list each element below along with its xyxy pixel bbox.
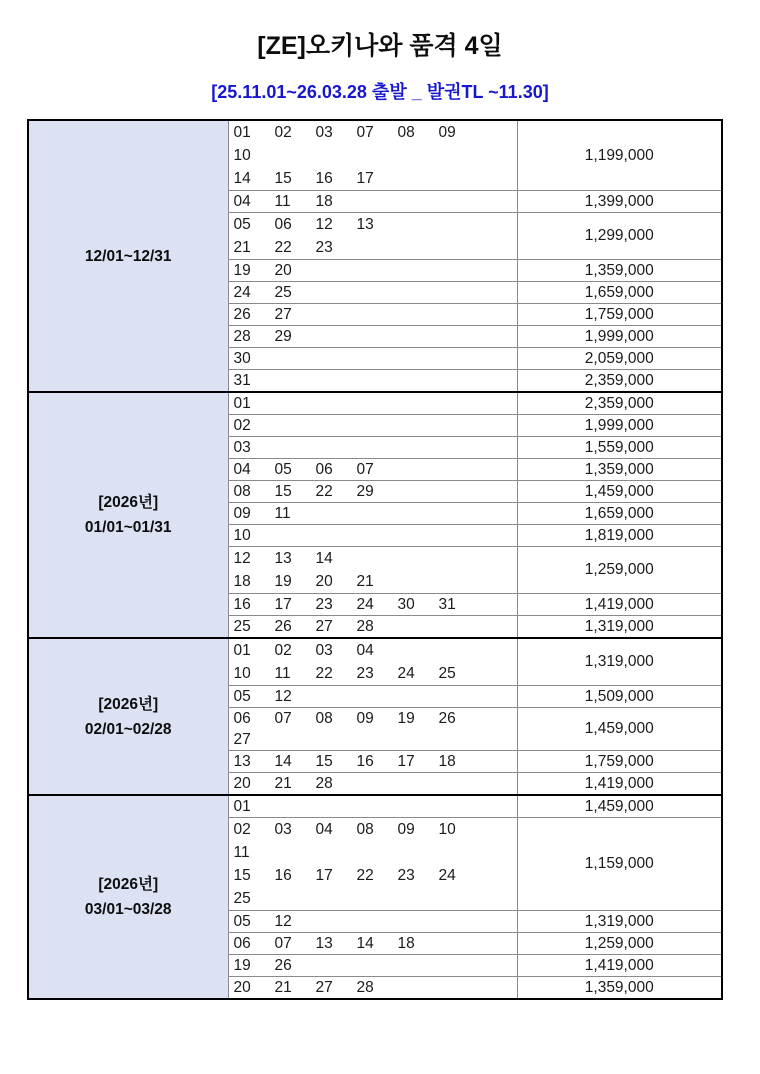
day-line (234, 616, 517, 637)
day-line (234, 570, 517, 593)
day-line (234, 686, 517, 707)
month-range-label (28, 638, 228, 795)
day-line (234, 191, 517, 212)
day-number: 29 (356, 483, 374, 500)
day-number: 07 (274, 710, 292, 727)
price-cell: 2,059,000 (517, 348, 722, 370)
price-cell: 1,759,000 (517, 751, 722, 773)
day-line (234, 236, 517, 259)
day-number: 05 (274, 461, 292, 478)
price-cell: 1,459,000 (517, 795, 722, 818)
departure-days-cell (228, 304, 517, 326)
day-number: 09 (233, 505, 251, 522)
departure-days-cell (228, 977, 517, 1000)
day-number: 21 (233, 239, 251, 256)
day-number: 15 (233, 867, 251, 884)
day-number: 02 (233, 417, 251, 434)
day-number: 26 (438, 710, 456, 727)
price-cell: 1,359,000 (517, 260, 722, 282)
day-number: 27 (233, 731, 251, 748)
price-cell: 1,359,000 (517, 977, 722, 1000)
price-cell: 2,359,000 (517, 370, 722, 393)
month-range-label (28, 392, 228, 638)
price-cell: 1,999,000 (517, 326, 722, 348)
day-number: 12 (233, 550, 251, 567)
day-number: 17 (356, 170, 374, 187)
day-number: 05 (233, 688, 251, 705)
day-number: 29 (274, 328, 292, 345)
table-row (28, 120, 722, 191)
day-number: 27 (274, 306, 292, 323)
day-number: 19 (233, 957, 251, 974)
day-number: 02 (274, 642, 292, 659)
day-number: 14 (274, 753, 292, 770)
day-number: 04 (233, 461, 251, 478)
day-number: 24 (438, 867, 456, 884)
day-number: 16 (233, 596, 251, 613)
departure-days-cell (228, 818, 517, 911)
day-number: 19 (397, 710, 415, 727)
day-line (234, 260, 517, 281)
day-number: 06 (315, 461, 333, 478)
price-cell: 1,399,000 (517, 191, 722, 213)
price-cell: 1,659,000 (517, 503, 722, 525)
day-number: 11 (233, 844, 250, 861)
day-number: 06 (274, 216, 292, 233)
price-cell: 1,319,000 (517, 638, 722, 686)
departure-days-cell (228, 326, 517, 348)
day-number: 20 (315, 573, 333, 590)
day-number: 10 (233, 147, 251, 164)
departure-days-cell (228, 437, 517, 459)
day-line (234, 864, 517, 910)
day-line (234, 459, 517, 480)
day-line (234, 818, 517, 864)
day-number: 25 (233, 618, 251, 635)
day-number: 08 (315, 710, 333, 727)
departure-days-cell (228, 191, 517, 213)
day-number: 16 (315, 170, 333, 187)
day-number: 22 (315, 483, 333, 500)
day-number: 23 (356, 665, 374, 682)
price-cell: 1,819,000 (517, 525, 722, 547)
day-number: 12 (274, 913, 292, 930)
day-number: 23 (315, 239, 333, 256)
day-number: 01 (233, 798, 251, 815)
month-range-label-line: 12/01~12/31 (84, 247, 172, 265)
day-line (234, 911, 517, 932)
day-number: 19 (233, 262, 251, 279)
day-number: 14 (315, 550, 333, 567)
day-line (234, 751, 517, 772)
day-number: 10 (233, 665, 251, 682)
price-cell: 2,359,000 (517, 392, 722, 415)
day-number: 04 (356, 642, 374, 659)
day-line (234, 503, 517, 524)
day-line (234, 348, 517, 369)
day-number: 16 (356, 753, 374, 770)
price-cell: 1,259,000 (517, 933, 722, 955)
day-line (234, 282, 517, 303)
departure-days-cell (228, 955, 517, 977)
day-number: 17 (274, 596, 292, 613)
day-line (234, 525, 517, 546)
departure-days-cell (228, 933, 517, 955)
day-number: 13 (315, 935, 333, 952)
day-line (234, 481, 517, 502)
day-number: 03 (315, 642, 333, 659)
day-number: 01 (233, 642, 251, 659)
day-line (234, 796, 517, 817)
day-number: 24 (233, 284, 251, 301)
price-cell: 1,419,000 (517, 594, 722, 616)
day-number: 05 (233, 913, 251, 930)
day-number: 13 (274, 550, 292, 567)
day-line (234, 415, 517, 436)
departure-days-cell (228, 795, 517, 818)
departure-days-cell (228, 708, 517, 751)
price-cell: 1,359,000 (517, 459, 722, 481)
day-number: 02 (233, 821, 251, 838)
day-number: 18 (397, 935, 415, 952)
day-line (234, 121, 517, 167)
day-line (234, 167, 517, 190)
day-number: 28 (315, 775, 333, 792)
day-number: 27 (315, 979, 333, 996)
day-number: 04 (315, 821, 333, 838)
departure-days-cell (228, 503, 517, 525)
price-cell: 1,299,000 (517, 213, 722, 260)
price-cell: 1,319,000 (517, 616, 722, 639)
day-number: 28 (356, 979, 374, 996)
departure-days-cell (228, 481, 517, 503)
departure-period-subtitle: [25.11.01~26.03.28 출발 _ 발권TL ~11.30] (211, 82, 549, 102)
day-number: 07 (356, 124, 374, 141)
day-line (234, 594, 517, 615)
day-number: 12 (274, 688, 292, 705)
price-cell: 1,999,000 (517, 415, 722, 437)
day-number: 03 (233, 439, 251, 456)
month-range-label-line: 03/01~03/28 (84, 901, 172, 918)
day-number: 14 (356, 935, 374, 952)
day-number: 13 (233, 753, 251, 770)
day-number: 26 (274, 618, 292, 635)
month-range-label-line: [2026년] (98, 695, 159, 713)
departure-days-cell (228, 594, 517, 616)
month-range-label-line: [2026년] (98, 494, 159, 511)
day-number: 03 (315, 124, 333, 141)
day-number: 30 (397, 596, 415, 613)
departure-days-cell (228, 260, 517, 282)
day-number: 28 (233, 328, 251, 345)
departure-days-cell (228, 911, 517, 933)
departure-days-cell (228, 348, 517, 370)
day-number: 08 (397, 124, 415, 141)
day-line (234, 326, 517, 347)
departure-days-cell (228, 282, 517, 304)
month-range-label (28, 795, 228, 999)
day-number: 11 (274, 505, 291, 522)
day-number: 07 (356, 461, 374, 478)
day-line (234, 393, 517, 414)
price-cell: 1,559,000 (517, 437, 722, 459)
day-line (234, 547, 517, 570)
day-number: 12 (315, 216, 333, 233)
price-table (27, 119, 723, 1000)
day-number: 05 (233, 216, 251, 233)
day-number: 21 (274, 979, 292, 996)
day-line (234, 773, 517, 794)
departure-days-cell (228, 686, 517, 708)
price-cell: 1,419,000 (517, 955, 722, 977)
day-number: 24 (397, 665, 415, 682)
departure-days-cell (228, 415, 517, 437)
day-number: 16 (274, 867, 292, 884)
day-number: 21 (274, 775, 292, 792)
day-number: 18 (315, 193, 333, 210)
price-cell: 1,419,000 (517, 773, 722, 796)
departure-days-cell (228, 370, 517, 393)
departure-days-cell (228, 120, 517, 191)
day-number: 11 (274, 665, 291, 682)
day-number: 09 (438, 124, 456, 141)
price-cell: 1,459,000 (517, 708, 722, 751)
day-number: 09 (397, 821, 415, 838)
departure-days-cell (228, 459, 517, 481)
day-number: 11 (274, 193, 291, 210)
day-number: 09 (356, 710, 374, 727)
day-number: 07 (274, 935, 292, 952)
departure-days-cell (228, 547, 517, 594)
day-number: 10 (438, 821, 456, 838)
day-number: 31 (233, 372, 251, 389)
day-number: 18 (438, 753, 456, 770)
day-number: 13 (356, 216, 374, 233)
day-number: 26 (274, 957, 292, 974)
departure-days-cell (228, 525, 517, 547)
day-number: 15 (274, 483, 292, 500)
day-number: 19 (274, 573, 292, 590)
month-range-label-line: [2026년] (98, 876, 159, 893)
day-line (234, 213, 517, 236)
day-number: 21 (356, 573, 374, 590)
price-cell: 1,259,000 (517, 547, 722, 594)
day-number: 26 (233, 306, 251, 323)
day-line (234, 437, 517, 458)
departure-days-cell (228, 392, 517, 415)
price-cell: 1,319,000 (517, 911, 722, 933)
day-number: 23 (315, 596, 333, 613)
price-cell: 1,199,000 (517, 120, 722, 191)
day-number: 17 (397, 753, 415, 770)
day-line (234, 639, 517, 662)
day-number: 02 (274, 124, 292, 141)
day-number: 15 (274, 170, 292, 187)
day-number: 22 (274, 239, 292, 256)
day-line (234, 933, 517, 954)
table-row (28, 638, 722, 686)
departure-days-cell (228, 616, 517, 639)
price-cell: 1,159,000 (517, 818, 722, 911)
month-range-label-line: 02/01~02/28 (84, 720, 172, 738)
month-range-label (28, 120, 228, 392)
day-line (234, 708, 517, 750)
day-number: 20 (233, 979, 251, 996)
day-number: 25 (274, 284, 292, 301)
day-number: 06 (233, 935, 251, 952)
day-number: 01 (233, 395, 251, 412)
day-number: 20 (274, 262, 292, 279)
day-line (234, 662, 517, 685)
day-line (234, 977, 517, 998)
day-number: 03 (274, 821, 292, 838)
day-number: 04 (233, 193, 251, 210)
price-cell: 1,659,000 (517, 282, 722, 304)
day-number: 08 (356, 821, 374, 838)
table-row (28, 392, 722, 415)
day-number: 27 (315, 618, 333, 635)
day-number: 24 (356, 596, 374, 613)
day-number: 20 (233, 775, 251, 792)
day-number: 23 (397, 867, 415, 884)
price-cell: 1,759,000 (517, 304, 722, 326)
day-number: 22 (315, 665, 333, 682)
day-number: 22 (356, 867, 374, 884)
day-number: 17 (315, 867, 333, 884)
day-number: 06 (233, 710, 251, 727)
page-title: [ZE]오키나와 품격 4일 (257, 32, 503, 60)
departure-days-cell (228, 773, 517, 796)
day-number: 31 (438, 596, 456, 613)
price-table-body (28, 120, 722, 999)
day-number: 25 (438, 665, 456, 682)
departure-days-cell (228, 638, 517, 686)
departure-days-cell (228, 213, 517, 260)
day-line (234, 304, 517, 325)
day-number: 14 (233, 170, 251, 187)
day-line (234, 955, 517, 976)
day-number: 15 (315, 753, 333, 770)
day-number: 10 (233, 527, 251, 544)
day-number: 28 (356, 618, 374, 635)
price-cell: 1,509,000 (517, 686, 722, 708)
departure-days-cell (228, 751, 517, 773)
day-number: 30 (233, 350, 251, 367)
price-cell: 1,459,000 (517, 481, 722, 503)
month-range-label-line: 01/01~01/31 (84, 519, 172, 536)
page-header (0, 0, 760, 104)
day-number: 25 (233, 890, 251, 907)
day-line (234, 370, 517, 391)
table-row (28, 795, 722, 818)
day-number: 18 (233, 573, 251, 590)
day-number: 08 (233, 483, 251, 500)
day-number: 01 (233, 124, 251, 141)
